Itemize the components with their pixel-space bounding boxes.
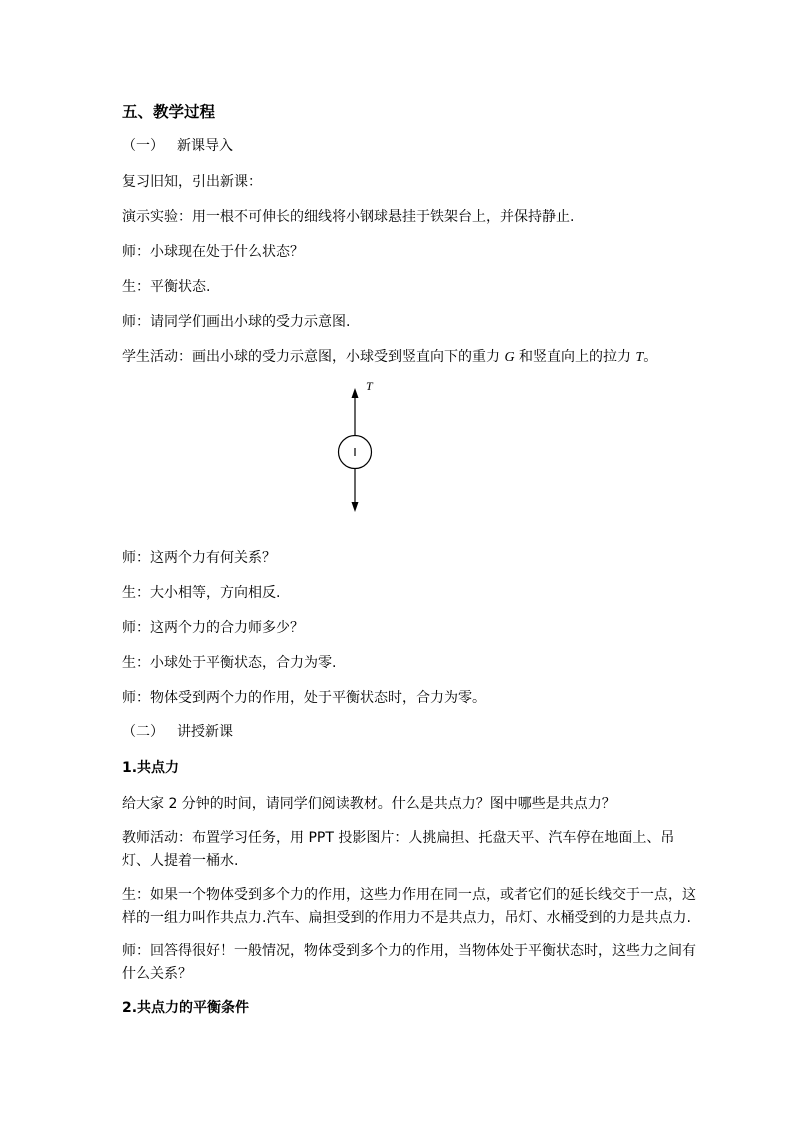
text-line: 生：平衡状态. bbox=[122, 279, 211, 295]
text-line: 复习旧知，引出新课： bbox=[122, 174, 262, 190]
text-line: 师：请同学们画出小球的受力示意图. bbox=[122, 314, 351, 330]
paragraph: 给大家 2 分钟的时间，请同学们阅读教材。什么是共点力？图中哪些是共点力？ bbox=[122, 796, 616, 812]
text-line: 师：小球现在处于什么状态？ bbox=[122, 244, 304, 260]
part1-heading bbox=[122, 136, 233, 156]
part1-title: 新课导入 bbox=[177, 138, 233, 154]
text-line: 生：小球处于平衡状态，合力为零. bbox=[122, 655, 337, 671]
text-line: 师：物体受到两个力的作用，处于平衡状态时，合力为零。 bbox=[122, 690, 486, 706]
text-line: 生：大小相等，方向相反. bbox=[122, 585, 281, 601]
force-diagram-svg bbox=[322, 376, 392, 516]
text-line: 演示实验：用一根不可伸长的细线将小钢球悬挂于铁架台上，并保持静止. bbox=[122, 209, 575, 225]
part2-title: 讲授新课 bbox=[177, 724, 233, 740]
tension-label: T bbox=[366, 379, 373, 393]
activity-end: 。 bbox=[643, 349, 658, 365]
paragraph: 师：回答得很好！一般情况，物体受到多个力的作用，当物体处于平衡状态时，这些力之间有什么关系？ bbox=[122, 943, 696, 982]
tension-symbol: T bbox=[635, 350, 644, 365]
paragraph: 教师活动：布置学习任务，用 PPT 投影图片：人挑扁担、托盘天平、汽车停在地面上、吊灯、人提着一桶水. bbox=[122, 830, 675, 869]
part1-number: （一） bbox=[122, 138, 164, 154]
text-line: 师：这两个力的合力师多少？ bbox=[122, 620, 304, 636]
tension-arrowhead bbox=[352, 388, 359, 398]
activity-mid: 和竖直向上的拉力 bbox=[514, 349, 636, 365]
part2-number: （二） bbox=[122, 724, 164, 740]
paragraph: 生：如果一个物体受到多个力的作用，这些力作用在同一点，或者它们的延长线交于一点，这样的一组力叫作共点力.汽车、扁担受到的作用力不是共点力，吊灯、水桶受到的力是共点力. bbox=[122, 887, 696, 926]
text-line: 师：这两个力有何关系？ bbox=[122, 550, 276, 566]
activity-prefix: 学生活动：画出小球的受力示意图，小球受到竖直向下的重力 bbox=[122, 349, 505, 365]
gravity-arrowhead bbox=[352, 502, 359, 512]
gravity-symbol: G bbox=[504, 350, 515, 365]
subheading-equilibrium-condition: 2.共点力的平衡条件 bbox=[122, 1000, 250, 1016]
activity-line bbox=[122, 347, 657, 368]
subheading-concurrent-forces: 1.共点力 bbox=[122, 760, 180, 776]
force-diagram bbox=[322, 376, 392, 516]
part2-heading bbox=[122, 722, 233, 742]
section-title: 五、教学过程 bbox=[122, 103, 216, 121]
